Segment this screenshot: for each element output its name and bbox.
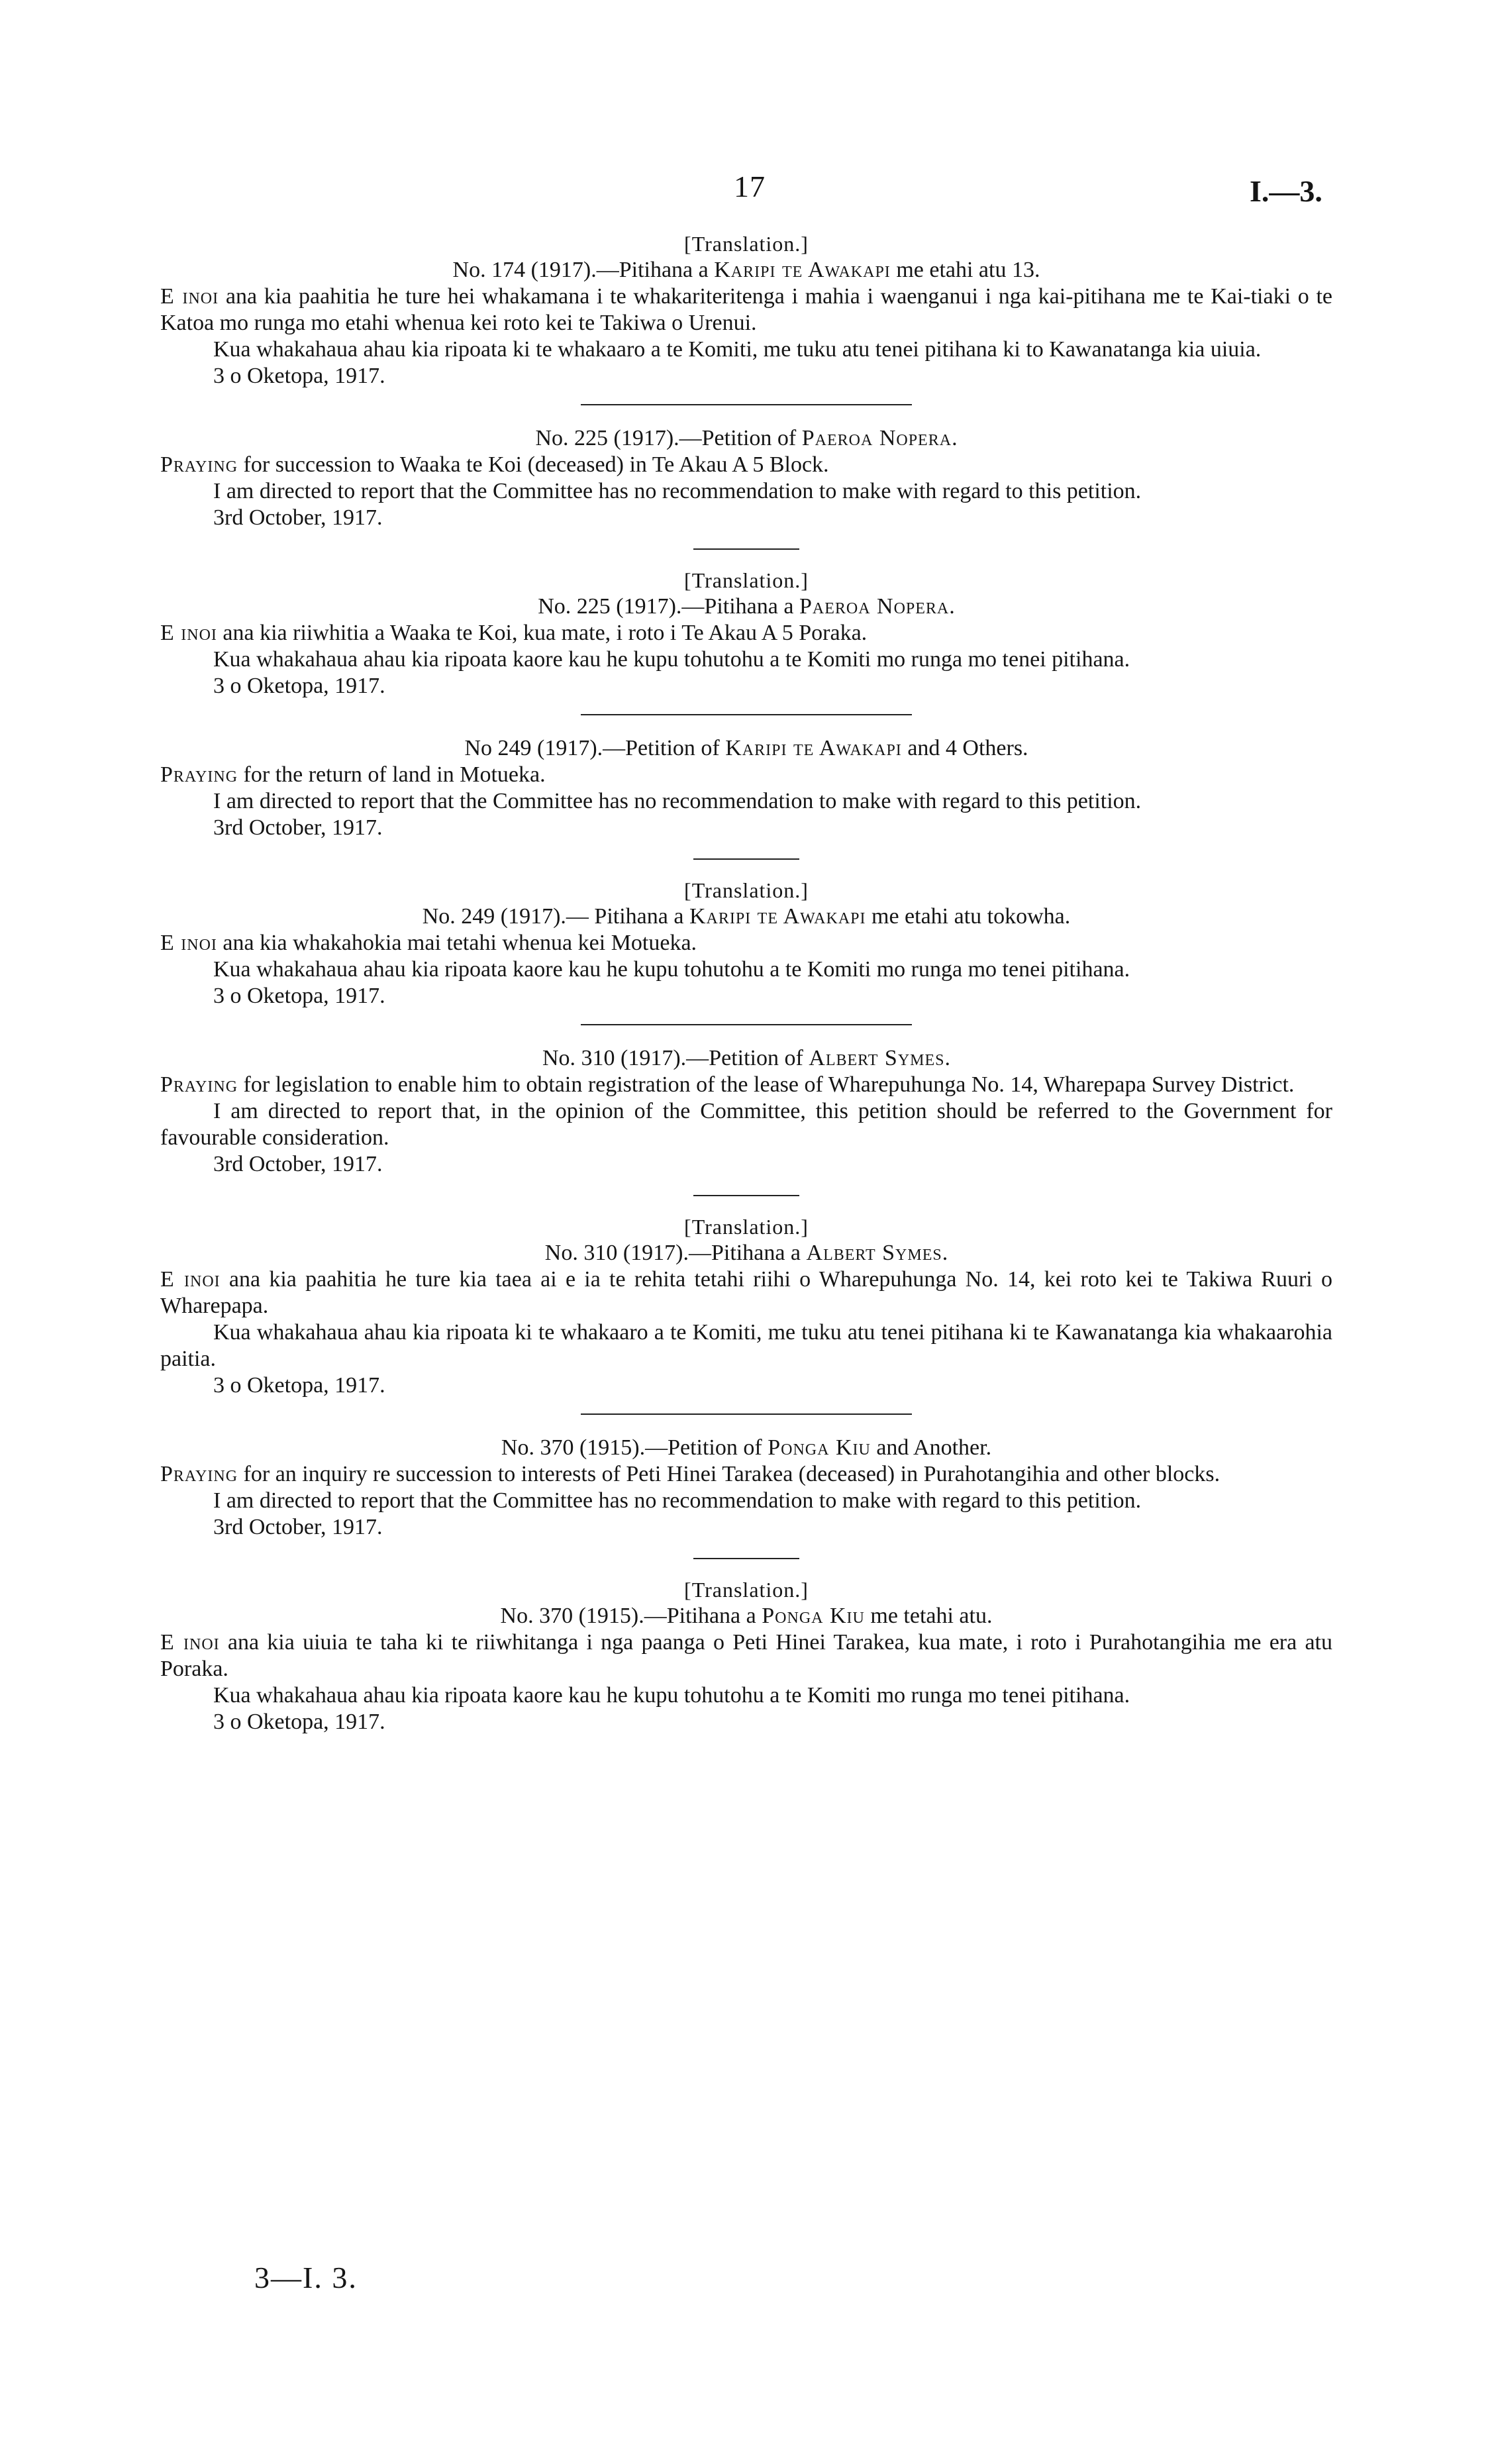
section-divider bbox=[581, 1413, 912, 1415]
petition-174-maori bbox=[160, 231, 1332, 389]
petition-heading bbox=[160, 593, 1332, 620]
prayer-lead: E inoi bbox=[160, 621, 217, 645]
petition-249-maori bbox=[160, 877, 1332, 1009]
prayer-body: for an inquiry re succession to interests of Peti Hinei Tarakea (deceased) in Purahotangihia and other blocks. bbox=[238, 1462, 1220, 1486]
report-text: I am directed to report that, in the opinion of the Committee, this petition should be referred to the Government for favourable consideration. bbox=[160, 1099, 1332, 1150]
petitioner-name: Karipi te Awakapi bbox=[689, 904, 866, 929]
report-date: 3rd October, 1917. bbox=[213, 505, 383, 530]
printer-signature: 3—I. 3. bbox=[254, 2261, 358, 2294]
petition-title: Pitihana a bbox=[704, 594, 799, 619]
report-text: Kua whakahaua ahau kia ripoata kaore kau he kupu tohutohu a te Komiti mo runga mo tenei pitihana. bbox=[213, 957, 1130, 982]
petition-370-english bbox=[160, 1435, 1332, 1541]
petition-title: Petition of bbox=[625, 736, 726, 760]
section-divider bbox=[581, 1024, 912, 1025]
petitioner-name: Albert Symes bbox=[809, 1046, 945, 1070]
petition-title: Petition of bbox=[668, 1435, 768, 1460]
petition-225-maori bbox=[160, 567, 1332, 699]
report-text: Kua whakahaua ahau kia ripoata kaore kau he kupu tohutohu a te Komiti mo runga mo tenei pitihana. bbox=[213, 1683, 1130, 1708]
petition-370-maori bbox=[160, 1576, 1332, 1735]
petitioner-name: Albert Symes bbox=[806, 1241, 942, 1265]
petitioner-name: Paeroa Nopera bbox=[801, 426, 952, 450]
prayer-text bbox=[160, 1072, 1332, 1098]
report-date: 3 o Oketopa, 1917. bbox=[213, 1373, 385, 1398]
petition-heading bbox=[160, 1045, 1332, 1072]
section-divider bbox=[581, 714, 912, 715]
petition-title: Pitihana a bbox=[619, 258, 715, 282]
petitioner-name: Ponga Kiu bbox=[762, 1604, 865, 1628]
prayer-lead: Praying bbox=[160, 452, 238, 477]
petition-number: No. 225 (1917).— bbox=[535, 426, 702, 450]
prayer-lead: Praying bbox=[160, 762, 238, 787]
petition-title: Pitihana a bbox=[594, 904, 689, 929]
translation-divider bbox=[693, 1558, 799, 1559]
petitioner-name: Karipi te Awakapi bbox=[714, 258, 891, 282]
petition-number: No. 310 (1917).— bbox=[544, 1241, 711, 1265]
petition-number: No. 249 (1917).— bbox=[422, 904, 595, 929]
translation-divider bbox=[693, 1195, 799, 1196]
petition-title: Pitihana a bbox=[711, 1241, 807, 1265]
prayer-body: ana kia uiuia te taha ki te riiwhitanga i nga paanga o Peti Hinei Tarakea, kua mate, i roto i Purahotangihia me era atu Poraka. bbox=[160, 1630, 1332, 1681]
prayer-text bbox=[160, 1629, 1332, 1682]
petition-heading bbox=[160, 1240, 1332, 1266]
prayer-body: ana kia paahitia he ture hei whakamana i te whakariteritenga i mahia i waenganui i nga kai-pitihana me te Kai-tiaki o te Katoa mo runga mo etahi whenua kei roto kei te Takiwa o Urenui. bbox=[160, 284, 1333, 335]
petition-heading-tail: me etahi atu tokowha. bbox=[866, 904, 1071, 929]
petition-310-english bbox=[160, 1045, 1332, 1178]
report-text: I am directed to report that the Committee has no recommendation to make with regard to this petition. bbox=[213, 789, 1142, 813]
translation-label: [Translation.] bbox=[684, 232, 809, 256]
report-date: 3rd October, 1917. bbox=[213, 815, 383, 840]
petitioner-name: Karipi te Awakapi bbox=[725, 736, 902, 760]
prayer-body: ana kia whakahokia mai tetahi whenua kei Motueka. bbox=[217, 931, 697, 955]
petitioner-name: Paeroa Nopera bbox=[799, 594, 950, 619]
petitioner-name: Ponga Kiu bbox=[768, 1435, 871, 1460]
petition-310-maori bbox=[160, 1213, 1332, 1399]
report-date: 3 o Oketopa, 1917. bbox=[213, 1710, 385, 1734]
translation-label: [Translation.] bbox=[684, 1215, 809, 1239]
petition-249-english bbox=[160, 735, 1332, 841]
petition-heading-tail: and Another. bbox=[870, 1435, 992, 1460]
petition-heading-tail: . bbox=[952, 426, 958, 450]
report-text: Kua whakahaua ahau kia ripoata kaore kau he kupu tohutohu a te Komiti mo runga mo tenei pitihana. bbox=[213, 647, 1130, 672]
petition-title: Petition of bbox=[709, 1046, 809, 1070]
petition-heading bbox=[160, 425, 1332, 452]
prayer-body: for succession to Waaka te Koi (deceased) in Te Akau A 5 Block. bbox=[238, 452, 829, 477]
document-body bbox=[160, 231, 1332, 1735]
petition-heading-tail: me tetahi atu. bbox=[864, 1604, 993, 1628]
translation-label: [Translation.] bbox=[684, 568, 809, 592]
prayer-body: for legislation to enable him to obtain registration of the lease of Wharepuhunga No. 14, Wharepapa Survey District. bbox=[238, 1072, 1295, 1097]
prayer-lead: E inoi bbox=[160, 1267, 221, 1292]
petition-title: Petition of bbox=[701, 426, 802, 450]
prayer-body: for the return of land in Motueka. bbox=[238, 762, 546, 787]
petition-heading-tail: and 4 Others. bbox=[901, 736, 1028, 760]
prayer-lead: E inoi bbox=[160, 284, 219, 309]
prayer-lead: E inoi bbox=[160, 1630, 220, 1655]
petition-heading-tail: . bbox=[949, 594, 955, 619]
report-text: Kua whakahaua ahau kia ripoata ki te whakaaro a te Komiti, me tuku atu tenei pitihana ki te Kawanatanga kia whakaarohia paitia. bbox=[160, 1320, 1332, 1371]
petition-number: No. 225 (1917).— bbox=[538, 594, 705, 619]
petition-heading-tail: . bbox=[944, 1046, 950, 1070]
report-date: 3rd October, 1917. bbox=[213, 1515, 383, 1539]
report-date: 3 o Oketopa, 1917. bbox=[213, 674, 385, 698]
section-divider bbox=[581, 404, 912, 405]
report-date: 3 o Oketopa, 1917. bbox=[213, 364, 385, 388]
report-date: 3 o Oketopa, 1917. bbox=[213, 984, 385, 1008]
report-text: I am directed to report that the Committee has no recommendation to make with regard to this petition. bbox=[213, 479, 1142, 503]
prayer-text bbox=[160, 283, 1332, 336]
report-date: 3rd October, 1917. bbox=[213, 1152, 383, 1176]
petition-heading bbox=[160, 257, 1332, 283]
petition-number: No. 310 (1917).— bbox=[542, 1046, 709, 1070]
translation-label: [Translation.] bbox=[684, 1578, 809, 1602]
petition-number: No. 370 (1915).— bbox=[501, 1435, 668, 1460]
petition-heading bbox=[160, 1435, 1332, 1461]
petition-number: No. 370 (1915).— bbox=[500, 1604, 667, 1628]
petition-225-english bbox=[160, 425, 1332, 531]
prayer-text bbox=[160, 930, 1332, 956]
petition-title: Pitihana a bbox=[666, 1604, 762, 1628]
prayer-lead: E inoi bbox=[160, 931, 217, 955]
report-text: Kua whakahaua ahau kia ripoata ki te whakaaro a te Komiti, me tuku atu tenei pitihana ki to Kawanatanga kia uiuia. bbox=[213, 337, 1262, 362]
paper-reference: I.—3. bbox=[1250, 174, 1322, 208]
prayer-body: ana kia paahitia he ture kia taea ai e ia te rehita tetahi riihi o Wharepuhunga No. 14, kei roto kei te Takiwa Ruuri o Wharepapa. bbox=[160, 1267, 1333, 1318]
prayer-text bbox=[160, 452, 1332, 478]
prayer-text bbox=[160, 762, 1332, 788]
translation-label: [Translation.] bbox=[684, 878, 809, 902]
prayer-body: ana kia riiwhitia a Waaka te Koi, kua mate, i roto i Te Akau A 5 Poraka. bbox=[217, 621, 868, 645]
prayer-text bbox=[160, 1266, 1332, 1319]
page-number: 17 bbox=[734, 170, 766, 203]
petition-number: No. 174 (1917).— bbox=[452, 258, 619, 282]
petition-heading-tail: me etahi atu 13. bbox=[890, 258, 1040, 282]
report-text: I am directed to report that the Committee has no recommendation to make with regard to this petition. bbox=[213, 1488, 1142, 1513]
prayer-lead: Praying bbox=[160, 1462, 238, 1486]
petition-heading bbox=[160, 735, 1332, 762]
prayer-lead: Praying bbox=[160, 1072, 238, 1097]
petition-number: No 249 (1917).— bbox=[464, 736, 626, 760]
petition-heading-tail: . bbox=[942, 1241, 948, 1265]
prayer-text bbox=[160, 1461, 1332, 1488]
petition-heading bbox=[160, 1603, 1332, 1629]
prayer-text bbox=[160, 620, 1332, 646]
petition-heading bbox=[160, 903, 1332, 930]
translation-divider bbox=[693, 858, 799, 860]
translation-divider bbox=[693, 548, 799, 550]
